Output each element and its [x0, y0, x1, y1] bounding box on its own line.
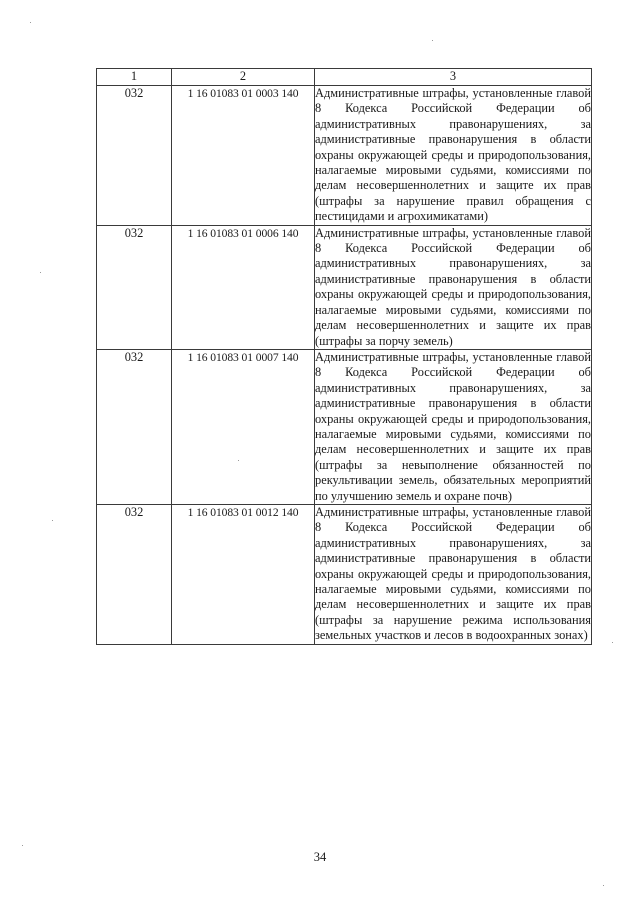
scan-speck	[52, 520, 53, 521]
description-text: Административные штрафы, установленные главой 8 Кодекса Российской Федерации об административных правонарушениях, за административные правонарушения в области охраны окружающей среды и природопользования, налагаемые мировыми судьями, комиссиями по делам несовершеннолетних и защите их прав (штрафы за нарушение режима использования земельных участков и лесов в водоохранных зонах)	[315, 504, 591, 643]
kbk-code-cell: 1 16 01083 01 0006 140	[172, 225, 315, 349]
table-row	[97, 349, 592, 504]
column-header-1: 1	[97, 69, 172, 86]
admin-code-cell: 032	[97, 86, 172, 226]
admin-code-cell: 032	[97, 349, 172, 504]
description-cell	[315, 86, 592, 226]
kbk-code-cell: 1 16 01083 01 0007 140	[172, 349, 315, 504]
description-text: Административные штрафы, установленные главой 8 Кодекса Российской Федерации об административных правонарушениях, за административные правонарушения в области охраны окружающей среды и природопользования, налагаемые мировыми судьями, комиссиями по делам несовершеннолетних и защите их прав (штрафы за невыполнение обязанностей по рекультивации земель, обязательных мероприятий по улучшению земель и охране почв)	[315, 349, 591, 503]
description-cell	[315, 349, 592, 504]
description-cell	[315, 504, 592, 644]
budget-classification-table	[96, 68, 592, 645]
kbk-code-cell: 1 16 01083 01 0012 140	[172, 504, 315, 644]
scan-speck	[603, 885, 604, 886]
column-header-3: 3	[315, 69, 592, 86]
scan-speck	[238, 460, 239, 461]
table-row	[97, 225, 592, 349]
scan-speck	[22, 845, 23, 846]
column-header-2: 2	[172, 69, 315, 86]
description-cell	[315, 225, 592, 349]
scan-speck	[30, 22, 31, 23]
admin-code-cell: 032	[97, 504, 172, 644]
admin-code-cell: 032	[97, 225, 172, 349]
description-text: Административные штрафы, установленные главой 8 Кодекса Российской Федерации об административных правонарушениях, за административные правонарушения в области охраны окружающей среды и природопользования, налагаемые мировыми судьями, комиссиями по делам несовершеннолетних и защите их прав (штрафы за нарушение правил обращения с пестицидами и агрохимикатами)	[315, 86, 591, 224]
scan-speck	[612, 642, 613, 643]
table-header-row	[97, 69, 592, 86]
kbk-code-cell: 1 16 01083 01 0003 140	[172, 86, 315, 226]
table-row	[97, 86, 592, 226]
page-number: 34	[313, 850, 327, 864]
scan-speck	[40, 272, 41, 273]
scan-speck	[432, 40, 433, 41]
description-text: Административные штрафы, установленные главой 8 Кодекса Российской Федерации об административных правонарушениях, за административные правонарушения в области охраны окружающей среды и природопользования, налагаемые мировыми судьями, комиссиями по делам несовершеннолетних и защите их прав (штрафы за порчу земель)	[315, 225, 591, 348]
table-row	[97, 504, 592, 644]
